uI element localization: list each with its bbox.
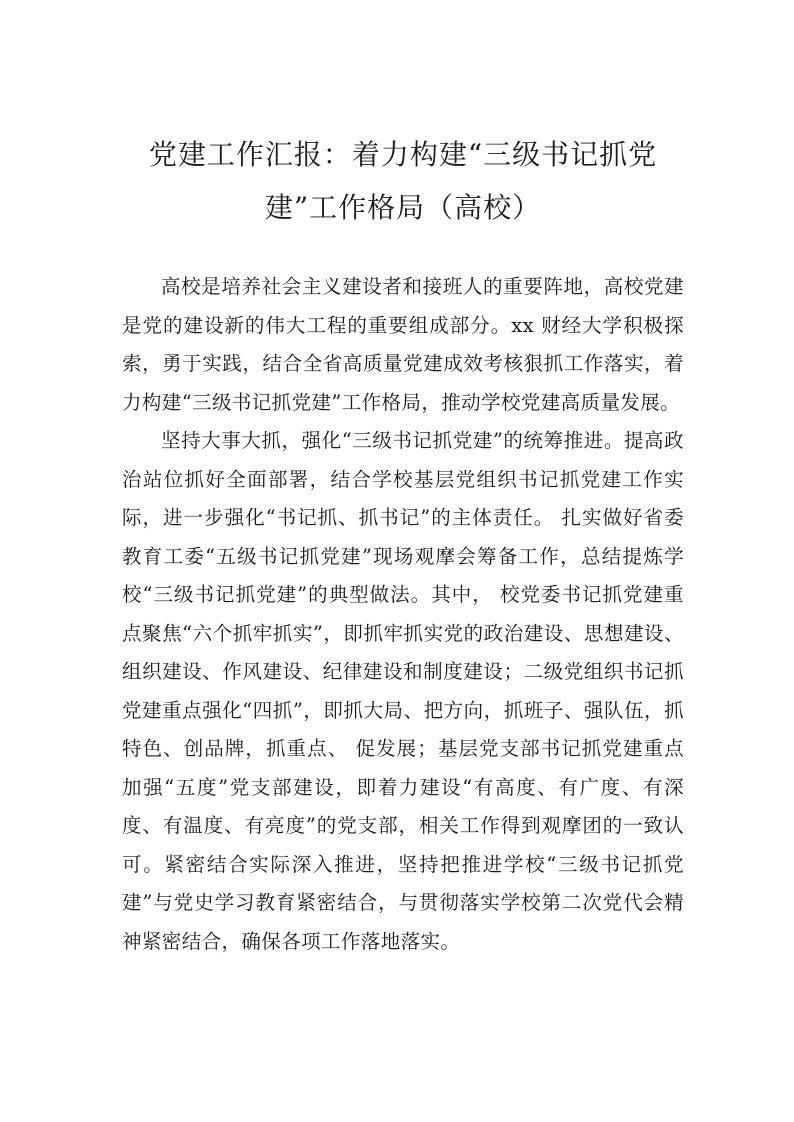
title-line-1: 党建工作汇报：着力构建“三级书记抓党	[148, 138, 658, 171]
paragraph-intro: 高校是培养社会主义建设者和接班人的重要阵地，高校党建是党的建设新的伟大工程的重要组成部分。xx 财经大学积极探索，勇于实践，结合全省高质量党建成效考核狠抓工作落实，着力构建“三级书记抓党建”工作格局，推动学校党建高质量发展。	[122, 275, 684, 414]
paragraph-main: 坚持大事大抓，强化“三级书记抓党建”的统筹推进。提高政治站位抓好全面部署，结合学校基层党组织书记抓党建工作实际，进一步强化“书记抓、抓书记”的主体责任。 扎实做好省委教育工委“五级书记抓党建”现场观摩会筹备工作，总结提炼学校“三级书记抓党建”的典型做法。其中， 校党委书记抓党建重点聚焦“六个抓牢抓实”，即抓牢抓实党的政治建设、思想建设、组织建设、作风建设、纪律建设和制度建设；二级党组织书记抓党建重点强化“四抓”，即抓大局、把方向，抓班子、强队伍，抓特色、创品牌，抓重点、 促发展；基层党支部书记抓党建重点加强“五度”党支部建设，即着力建设“有高度、有广度、有深度、有温度、有亮度”的党支部，相关工作得到观摩团的一致认可。紧密结合实际深入推进，坚持把推进学校“三级书记抓党建”与党史学习教育紧密结合，与贯彻落实学校第二次党代会精神紧密结合，确保各项工作落地落实。	[122, 429, 684, 953]
title-line-2: 建”工作格局（高校）	[264, 191, 542, 224]
document-body	[122, 268, 684, 961]
document-title	[122, 0, 684, 234]
